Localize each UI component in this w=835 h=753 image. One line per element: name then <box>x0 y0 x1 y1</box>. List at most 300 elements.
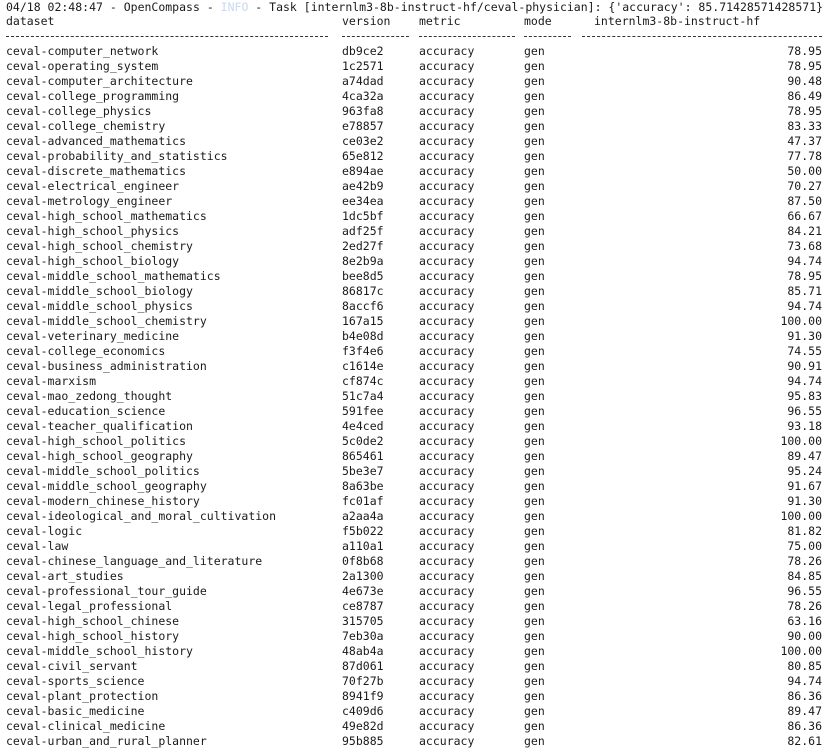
cell-metric: accuracy <box>419 449 475 463</box>
cell-version: bee8d5 <box>342 269 384 283</box>
rule-mode <box>524 36 571 37</box>
cell-dataset: ceval-advanced_mathematics <box>6 134 187 148</box>
cell-metric: accuracy <box>419 314 475 328</box>
cell-metric: accuracy <box>419 389 475 403</box>
cell-dataset: ceval-college_economics <box>6 344 166 358</box>
log-timestamp: 04/18 02:48:47 <box>6 0 103 14</box>
rule-metric <box>419 36 515 37</box>
cell-mode: gen <box>524 209 545 223</box>
cell-metric: accuracy <box>419 434 475 448</box>
table-row <box>6 374 835 389</box>
table-row <box>6 524 835 539</box>
cell-dataset: ceval-middle_school_history <box>6 644 193 658</box>
cell-mode: gen <box>524 509 545 523</box>
cell-dataset: ceval-urban_and_rural_planner <box>6 734 207 748</box>
cell-metric: accuracy <box>419 89 475 103</box>
table-row <box>6 599 835 614</box>
cell-version: ae42b9 <box>342 179 384 193</box>
cell-metric: accuracy <box>419 539 475 553</box>
table-row <box>6 464 835 479</box>
table-row <box>6 419 835 434</box>
table-header-rule <box>6 29 835 44</box>
cell-mode: gen <box>524 584 545 598</box>
cell-version: 2ed27f <box>342 239 384 253</box>
cell-mode: gen <box>524 689 545 703</box>
cell-accuracy: 78.95 <box>787 59 822 73</box>
cell-metric: accuracy <box>419 104 475 118</box>
cell-metric: accuracy <box>419 524 475 538</box>
cell-dataset: ceval-operating_system <box>6 59 159 73</box>
cell-version: 0f8b68 <box>342 554 384 568</box>
table-row <box>6 494 835 509</box>
cell-dataset: ceval-computer_network <box>6 44 159 58</box>
cell-accuracy: 78.95 <box>787 269 822 283</box>
cell-mode: gen <box>524 524 545 538</box>
cell-metric: accuracy <box>419 194 475 208</box>
cell-version: 65e812 <box>342 149 384 163</box>
cell-dataset: ceval-middle_school_geography <box>6 479 207 493</box>
cell-accuracy: 78.95 <box>787 44 822 58</box>
cell-dataset: ceval-professional_tour_guide <box>6 584 207 598</box>
rule-model <box>582 36 822 37</box>
cell-mode: gen <box>524 719 545 733</box>
cell-dataset: ceval-ideological_and_moral_cultivation <box>6 509 277 523</box>
cell-version: 167a15 <box>342 314 384 328</box>
cell-accuracy: 95.83 <box>787 389 822 403</box>
cell-accuracy: 91.67 <box>787 479 822 493</box>
cell-metric: accuracy <box>419 149 475 163</box>
cell-dataset: ceval-college_programming <box>6 89 180 103</box>
cell-metric: accuracy <box>419 59 475 73</box>
rule-version <box>342 36 409 37</box>
cell-accuracy: 86.49 <box>787 89 822 103</box>
table-row <box>6 104 835 119</box>
cell-mode: gen <box>524 59 545 73</box>
table-row <box>6 269 835 284</box>
cell-dataset: ceval-high_school_physics <box>6 224 180 238</box>
cell-mode: gen <box>524 404 545 418</box>
cell-version: ee34ea <box>342 194 384 208</box>
cell-mode: gen <box>524 269 545 283</box>
cell-version: f3f4e6 <box>342 344 384 358</box>
table-row <box>6 644 835 659</box>
table-row <box>6 284 835 299</box>
cell-accuracy: 94.74 <box>787 674 822 688</box>
cell-version: 8e2b9a <box>342 254 384 268</box>
log-line <box>6 0 835 14</box>
cell-accuracy: 100.00 <box>780 509 822 523</box>
table-row <box>6 539 835 554</box>
table-row <box>6 89 835 104</box>
table-row <box>6 569 835 584</box>
table-row <box>6 164 835 179</box>
cell-dataset: ceval-education_science <box>6 404 166 418</box>
cell-version: 315705 <box>342 614 384 628</box>
cell-dataset: ceval-high_school_history <box>6 629 180 643</box>
cell-mode: gen <box>524 629 545 643</box>
cell-accuracy: 90.91 <box>787 359 822 373</box>
cell-mode: gen <box>524 119 545 133</box>
cell-metric: accuracy <box>419 299 475 313</box>
log-level: INFO <box>220 0 249 14</box>
cell-dataset: ceval-discrete_mathematics <box>6 164 187 178</box>
cell-accuracy: 84.85 <box>787 569 822 583</box>
cell-metric: accuracy <box>419 689 475 703</box>
cell-dataset: ceval-mao_zedong_thought <box>6 389 173 403</box>
cell-version: 5be3e7 <box>342 464 384 478</box>
cell-dataset: ceval-high_school_geography <box>6 449 193 463</box>
cell-version: a110a1 <box>342 539 384 553</box>
cell-version: fc01af <box>342 494 384 508</box>
table-row <box>6 659 835 674</box>
cell-metric: accuracy <box>419 479 475 493</box>
header-model: internlm3-8b-instruct-hf <box>594 14 761 28</box>
cell-metric: accuracy <box>419 659 475 673</box>
table-body <box>6 44 835 749</box>
cell-metric: accuracy <box>419 134 475 148</box>
cell-metric: accuracy <box>419 359 475 373</box>
cell-metric: accuracy <box>419 719 475 733</box>
cell-accuracy: 100.00 <box>780 434 822 448</box>
cell-metric: accuracy <box>419 419 475 433</box>
table-row <box>6 344 835 359</box>
cell-mode: gen <box>524 89 545 103</box>
header-mode: mode <box>524 14 552 28</box>
cell-mode: gen <box>524 314 545 328</box>
cell-dataset: ceval-computer_architecture <box>6 74 193 88</box>
table-row <box>6 314 835 329</box>
cell-accuracy: 78.26 <box>787 599 822 613</box>
table-row <box>6 479 835 494</box>
cell-dataset: ceval-basic_medicine <box>6 704 145 718</box>
cell-mode: gen <box>524 44 545 58</box>
cell-metric: accuracy <box>419 239 475 253</box>
table-row <box>6 734 835 749</box>
cell-mode: gen <box>524 299 545 313</box>
cell-metric: accuracy <box>419 614 475 628</box>
cell-dataset: ceval-middle_school_chemistry <box>6 314 207 328</box>
cell-version: cf874c <box>342 374 384 388</box>
cell-version: 2a1300 <box>342 569 384 583</box>
table-row <box>6 149 835 164</box>
cell-accuracy: 80.85 <box>787 659 822 673</box>
cell-version: 4ca32a <box>342 89 384 103</box>
cell-mode: gen <box>524 644 545 658</box>
cell-dataset: ceval-sports_science <box>6 674 145 688</box>
cell-version: adf25f <box>342 224 384 238</box>
cell-metric: accuracy <box>419 644 475 658</box>
cell-version: ce03e2 <box>342 134 384 148</box>
cell-mode: gen <box>524 224 545 238</box>
cell-accuracy: 70.27 <box>787 179 822 193</box>
cell-version: e78857 <box>342 119 384 133</box>
terminal-output <box>6 0 835 749</box>
cell-dataset: ceval-chinese_language_and_literature <box>6 554 263 568</box>
cell-version: e894ae <box>342 164 384 178</box>
cell-mode: gen <box>524 494 545 508</box>
cell-metric: accuracy <box>419 344 475 358</box>
cell-mode: gen <box>524 149 545 163</box>
cell-version: 95b885 <box>342 734 384 748</box>
cell-mode: gen <box>524 164 545 178</box>
log-separator: - <box>102 0 124 14</box>
cell-accuracy: 91.30 <box>787 329 822 343</box>
cell-version: 865461 <box>342 449 384 463</box>
table-row <box>6 254 835 269</box>
cell-version: db9ce2 <box>342 44 384 58</box>
cell-dataset: ceval-clinical_medicine <box>6 719 166 733</box>
table-row <box>6 629 835 644</box>
cell-accuracy: 100.00 <box>780 314 822 328</box>
cell-version: a74dad <box>342 74 384 88</box>
cell-version: 4e673e <box>342 584 384 598</box>
cell-accuracy: 90.48 <box>787 74 822 88</box>
cell-dataset: ceval-art_studies <box>6 569 124 583</box>
cell-dataset: ceval-electrical_engineer <box>6 179 180 193</box>
cell-mode: gen <box>524 704 545 718</box>
cell-mode: gen <box>524 359 545 373</box>
cell-metric: accuracy <box>419 734 475 748</box>
cell-metric: accuracy <box>419 329 475 343</box>
cell-metric: accuracy <box>419 569 475 583</box>
cell-accuracy: 94.74 <box>787 299 822 313</box>
cell-mode: gen <box>524 104 545 118</box>
cell-metric: accuracy <box>419 44 475 58</box>
cell-accuracy: 90.00 <box>787 629 822 643</box>
cell-accuracy: 50.00 <box>787 164 822 178</box>
cell-mode: gen <box>524 344 545 358</box>
table-row <box>6 434 835 449</box>
cell-dataset: ceval-logic <box>6 524 83 538</box>
cell-dataset: ceval-middle_school_politics <box>6 464 200 478</box>
header-metric: metric <box>419 14 461 28</box>
cell-dataset: ceval-high_school_mathematics <box>6 209 207 223</box>
cell-metric: accuracy <box>419 374 475 388</box>
cell-dataset: ceval-college_chemistry <box>6 119 166 133</box>
cell-mode: gen <box>524 569 545 583</box>
cell-version: 86817c <box>342 284 384 298</box>
cell-accuracy: 91.30 <box>787 494 822 508</box>
cell-mode: gen <box>524 254 545 268</box>
cell-metric: accuracy <box>419 464 475 478</box>
cell-accuracy: 89.47 <box>787 449 822 463</box>
cell-accuracy: 47.37 <box>787 134 822 148</box>
cell-accuracy: 78.26 <box>787 554 822 568</box>
cell-metric: accuracy <box>419 224 475 238</box>
cell-metric: accuracy <box>419 554 475 568</box>
cell-accuracy: 86.36 <box>787 719 822 733</box>
cell-metric: accuracy <box>419 629 475 643</box>
cell-version: 591fee <box>342 404 384 418</box>
table-row <box>6 134 835 149</box>
cell-mode: gen <box>524 179 545 193</box>
cell-mode: gen <box>524 539 545 553</box>
cell-dataset: ceval-business_administration <box>6 359 207 373</box>
cell-metric: accuracy <box>419 179 475 193</box>
table-row <box>6 509 835 524</box>
cell-version: 51c7a4 <box>342 389 384 403</box>
cell-dataset: ceval-plant_protection <box>6 689 159 703</box>
cell-metric: accuracy <box>419 404 475 418</box>
table-row <box>6 449 835 464</box>
cell-version: 1dc5bf <box>342 209 384 223</box>
log-app-name: OpenCompass <box>123 0 200 14</box>
cell-accuracy: 63.16 <box>787 614 822 628</box>
cell-mode: gen <box>524 659 545 673</box>
cell-dataset: ceval-metrology_engineer <box>6 194 173 208</box>
table-row <box>6 119 835 134</box>
cell-accuracy: 73.68 <box>787 239 822 253</box>
cell-mode: gen <box>524 614 545 628</box>
cell-dataset: ceval-marxism <box>6 374 97 388</box>
table-row <box>6 239 835 254</box>
cell-dataset: ceval-legal_professional <box>6 599 173 613</box>
cell-version: 8accf6 <box>342 299 384 313</box>
cell-accuracy: 77.78 <box>787 149 822 163</box>
cell-version: ce8787 <box>342 599 384 613</box>
cell-metric: accuracy <box>419 254 475 268</box>
cell-metric: accuracy <box>419 509 475 523</box>
table-row <box>6 209 835 224</box>
cell-mode: gen <box>524 554 545 568</box>
cell-version: 5c0de2 <box>342 434 384 448</box>
cell-version: a2aa4a <box>342 509 384 523</box>
cell-metric: accuracy <box>419 584 475 598</box>
cell-mode: gen <box>524 434 545 448</box>
cell-dataset: ceval-teacher_qualification <box>6 419 193 433</box>
table-row <box>6 404 835 419</box>
cell-mode: gen <box>524 329 545 343</box>
cell-version: 7eb30a <box>342 629 384 643</box>
cell-dataset: ceval-civil_servant <box>6 659 138 673</box>
cell-dataset: ceval-middle_school_mathematics <box>6 269 221 283</box>
cell-accuracy: 84.21 <box>787 224 822 238</box>
cell-dataset: ceval-high_school_biology <box>6 254 180 268</box>
log-separator: - <box>248 0 270 14</box>
cell-metric: accuracy <box>419 74 475 88</box>
cell-accuracy: 74.55 <box>787 344 822 358</box>
table-row <box>6 689 835 704</box>
cell-accuracy: 94.74 <box>787 254 822 268</box>
cell-mode: gen <box>524 419 545 433</box>
table-row <box>6 74 835 89</box>
cell-version: 963fa8 <box>342 104 384 118</box>
cell-metric: accuracy <box>419 599 475 613</box>
table-row <box>6 44 835 59</box>
table-row <box>6 224 835 239</box>
cell-mode: gen <box>524 284 545 298</box>
cell-accuracy: 82.61 <box>787 734 822 748</box>
cell-accuracy: 83.33 <box>787 119 822 133</box>
cell-mode: gen <box>524 389 545 403</box>
table-row <box>6 674 835 689</box>
table-row <box>6 614 835 629</box>
cell-accuracy: 86.36 <box>787 689 822 703</box>
cell-mode: gen <box>524 374 545 388</box>
table-row <box>6 554 835 569</box>
log-message: Task [internlm3-8b-instruct-hf/ceval-physician]: {'accuracy': 85.71428571428571} <box>269 0 824 14</box>
cell-metric: accuracy <box>419 284 475 298</box>
table-row <box>6 299 835 314</box>
cell-metric: accuracy <box>419 674 475 688</box>
cell-mode: gen <box>524 449 545 463</box>
cell-version: c409d6 <box>342 704 384 718</box>
cell-mode: gen <box>524 479 545 493</box>
log-separator: - <box>199 0 221 14</box>
cell-dataset: ceval-middle_school_physics <box>6 299 193 313</box>
cell-dataset: ceval-modern_chinese_history <box>6 494 200 508</box>
cell-accuracy: 100.00 <box>780 644 822 658</box>
table-row <box>6 194 835 209</box>
cell-dataset: ceval-middle_school_biology <box>6 284 193 298</box>
table-row <box>6 179 835 194</box>
cell-version: b4e08d <box>342 329 384 343</box>
cell-accuracy: 93.18 <box>787 419 822 433</box>
table-row <box>6 389 835 404</box>
cell-metric: accuracy <box>419 494 475 508</box>
rule-dataset <box>6 36 328 37</box>
cell-version: 87d061 <box>342 659 384 673</box>
cell-mode: gen <box>524 74 545 88</box>
cell-version: 48ab4a <box>342 644 384 658</box>
table-row <box>6 359 835 374</box>
cell-metric: accuracy <box>419 269 475 283</box>
cell-version: 49e82d <box>342 719 384 733</box>
cell-dataset: ceval-law <box>6 539 69 553</box>
cell-dataset: ceval-high_school_chinese <box>6 614 180 628</box>
cell-metric: accuracy <box>419 704 475 718</box>
cell-version: c1614e <box>342 359 384 373</box>
cell-mode: gen <box>524 599 545 613</box>
table-row <box>6 329 835 344</box>
cell-version: 8a63be <box>342 479 384 493</box>
cell-metric: accuracy <box>419 164 475 178</box>
cell-mode: gen <box>524 674 545 688</box>
cell-metric: accuracy <box>419 209 475 223</box>
cell-version: 4e4ced <box>342 419 384 433</box>
cell-accuracy: 95.24 <box>787 464 822 478</box>
cell-dataset: ceval-probability_and_statistics <box>6 149 228 163</box>
cell-dataset: ceval-college_physics <box>6 104 152 118</box>
cell-mode: gen <box>524 194 545 208</box>
table-row <box>6 59 835 74</box>
cell-dataset: ceval-veterinary_medicine <box>6 329 180 343</box>
table-row <box>6 704 835 719</box>
cell-mode: gen <box>524 134 545 148</box>
cell-version: f5b022 <box>342 524 384 538</box>
cell-accuracy: 78.95 <box>787 104 822 118</box>
cell-mode: gen <box>524 734 545 748</box>
table-row <box>6 719 835 734</box>
table-row <box>6 584 835 599</box>
cell-accuracy: 96.55 <box>787 404 822 418</box>
cell-accuracy: 75.00 <box>787 539 822 553</box>
cell-dataset: ceval-high_school_politics <box>6 434 187 448</box>
cell-accuracy: 81.82 <box>787 524 822 538</box>
cell-mode: gen <box>524 464 545 478</box>
header-version: version <box>342 14 391 28</box>
cell-version: 70f27b <box>342 674 384 688</box>
cell-accuracy: 94.74 <box>787 374 822 388</box>
cell-accuracy: 89.47 <box>787 704 822 718</box>
cell-dataset: ceval-high_school_chemistry <box>6 239 193 253</box>
cell-accuracy: 87.50 <box>787 194 822 208</box>
cell-metric: accuracy <box>419 119 475 133</box>
cell-version: 8941f9 <box>342 689 384 703</box>
cell-accuracy: 85.71 <box>787 284 822 298</box>
cell-mode: gen <box>524 239 545 253</box>
cell-accuracy: 96.55 <box>787 584 822 598</box>
